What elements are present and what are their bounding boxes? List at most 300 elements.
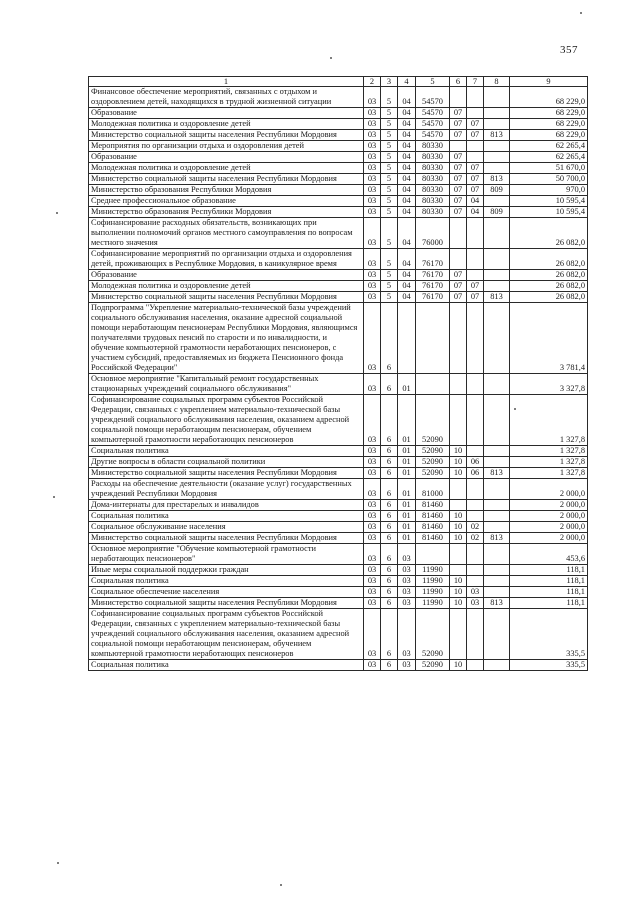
section-code-cell: 10 <box>450 457 467 468</box>
table-row <box>89 174 588 185</box>
ministry-code-cell <box>484 511 510 522</box>
program-code-cell: 03 <box>364 576 381 587</box>
row-name-cell: Иные меры социальной поддержки граждан <box>89 565 364 576</box>
row-name-cell: Министерство образования Республики Мордовия <box>89 207 364 218</box>
scan-speck <box>57 862 59 864</box>
measure-code-cell: 04 <box>398 281 416 292</box>
program-code-cell: 03 <box>364 457 381 468</box>
table-row <box>89 457 588 468</box>
row-name-cell: Образование <box>89 270 364 281</box>
section-code-cell <box>450 479 467 500</box>
subsection-code-cell: 07 <box>467 292 484 303</box>
direction-code-cell: 11990 <box>416 576 450 587</box>
direction-code-cell: 76170 <box>416 249 450 270</box>
measure-code-cell: 04 <box>398 108 416 119</box>
table-row <box>89 218 588 249</box>
direction-code-cell: 54570 <box>416 130 450 141</box>
measure-code-cell: 04 <box>398 207 416 218</box>
table-row <box>89 163 588 174</box>
program-code-cell: 03 <box>364 660 381 671</box>
table-row <box>89 270 588 281</box>
amount-cell: 118,1 <box>510 576 588 587</box>
measure-code-cell: 01 <box>398 395 416 446</box>
column-header: 6 <box>450 77 467 87</box>
amount-cell: 10 595,4 <box>510 207 588 218</box>
measure-code-cell: 04 <box>398 119 416 130</box>
section-code-cell <box>450 544 467 565</box>
column-header: 8 <box>484 77 510 87</box>
scan-speck <box>56 212 58 214</box>
table-row <box>89 119 588 130</box>
program-code-cell: 03 <box>364 141 381 152</box>
amount-cell: 2 000,0 <box>510 511 588 522</box>
amount-cell: 970,0 <box>510 185 588 196</box>
ministry-code-cell: 813 <box>484 292 510 303</box>
section-code-cell <box>450 565 467 576</box>
row-name-cell: Социальное обеспечение населения <box>89 587 364 598</box>
row-name-cell: Среднее профессиональное образование <box>89 196 364 207</box>
amount-cell: 118,1 <box>510 598 588 609</box>
subprogram-code-cell: 6 <box>381 479 398 500</box>
table-row <box>89 281 588 292</box>
column-header: 1 <box>89 77 364 87</box>
row-name-cell: Софинансирование расходных обязательств, возникающих при выполнении полномочий органов местного самоуправления по вопросам местного значения <box>89 218 364 249</box>
subprogram-code-cell: 6 <box>381 609 398 660</box>
direction-code-cell: 52090 <box>416 609 450 660</box>
section-code-cell: 07 <box>450 108 467 119</box>
row-name-cell: Другие вопросы в области социальной политики <box>89 457 364 468</box>
program-code-cell: 03 <box>364 446 381 457</box>
direction-code-cell: 80330 <box>416 141 450 152</box>
section-code-cell <box>450 303 467 374</box>
amount-cell: 68 229,0 <box>510 119 588 130</box>
section-code-cell: 10 <box>450 446 467 457</box>
program-code-cell: 03 <box>364 609 381 660</box>
ministry-code-cell <box>484 660 510 671</box>
program-code-cell: 03 <box>364 130 381 141</box>
section-code-cell: 07 <box>450 185 467 196</box>
direction-code-cell: 80330 <box>416 163 450 174</box>
measure-code-cell <box>398 303 416 374</box>
ministry-code-cell <box>484 446 510 457</box>
ministry-code-cell <box>484 141 510 152</box>
ministry-code-cell <box>484 281 510 292</box>
subsection-code-cell <box>467 141 484 152</box>
table-row <box>89 395 588 446</box>
measure-code-cell: 01 <box>398 522 416 533</box>
subsection-code-cell <box>467 511 484 522</box>
row-name-cell: Министерство социальной защиты населения Республики Мордовия <box>89 292 364 303</box>
subprogram-code-cell: 5 <box>381 207 398 218</box>
measure-code-cell: 04 <box>398 270 416 281</box>
column-header: 7 <box>467 77 484 87</box>
program-code-cell: 03 <box>364 207 381 218</box>
subprogram-code-cell: 6 <box>381 660 398 671</box>
ministry-code-cell: 813 <box>484 598 510 609</box>
section-code-cell <box>450 374 467 395</box>
amount-cell: 1 327,8 <box>510 446 588 457</box>
ministry-code-cell <box>484 108 510 119</box>
subprogram-code-cell: 6 <box>381 544 398 565</box>
program-code-cell: 03 <box>364 468 381 479</box>
section-code-cell: 10 <box>450 576 467 587</box>
amount-cell: 68 229,0 <box>510 87 588 108</box>
page-number: 357 <box>560 44 578 56</box>
subprogram-code-cell: 5 <box>381 281 398 292</box>
program-code-cell: 03 <box>364 565 381 576</box>
table-row <box>89 660 588 671</box>
program-code-cell: 03 <box>364 374 381 395</box>
subprogram-code-cell: 6 <box>381 468 398 479</box>
direction-code-cell: 52090 <box>416 660 450 671</box>
table-row <box>89 87 588 108</box>
scan-speck <box>580 12 582 14</box>
subsection-code-cell <box>467 270 484 281</box>
ministry-code-cell <box>484 576 510 587</box>
direction-code-cell: 81460 <box>416 511 450 522</box>
section-code-cell: 07 <box>450 281 467 292</box>
subsection-code-cell <box>467 479 484 500</box>
section-code-cell: 07 <box>450 174 467 185</box>
direction-code-cell: 80330 <box>416 174 450 185</box>
subprogram-code-cell: 6 <box>381 500 398 511</box>
measure-code-cell: 04 <box>398 163 416 174</box>
program-code-cell: 03 <box>364 108 381 119</box>
program-code-cell: 03 <box>364 152 381 163</box>
program-code-cell: 03 <box>364 479 381 500</box>
subsection-code-cell: 07 <box>467 281 484 292</box>
table-row <box>89 196 588 207</box>
scan-speck <box>280 884 282 886</box>
subprogram-code-cell: 5 <box>381 141 398 152</box>
subsection-code-cell <box>467 108 484 119</box>
row-name-cell: Социальная политика <box>89 576 364 587</box>
amount-cell: 26 082,0 <box>510 270 588 281</box>
program-code-cell: 03 <box>364 87 381 108</box>
subprogram-code-cell: 5 <box>381 163 398 174</box>
subsection-code-cell <box>467 218 484 249</box>
row-name-cell: Финансовое обеспечение мероприятий, связанных с отдыхом и оздоровлением детей, находящихся в трудной жизненной ситуации <box>89 87 364 108</box>
measure-code-cell: 04 <box>398 185 416 196</box>
subprogram-code-cell: 6 <box>381 374 398 395</box>
subprogram-code-cell: 6 <box>381 522 398 533</box>
subprogram-code-cell: 5 <box>381 119 398 130</box>
row-name-cell: Социальная политика <box>89 660 364 671</box>
program-code-cell: 03 <box>364 281 381 292</box>
program-code-cell: 03 <box>364 196 381 207</box>
section-code-cell <box>450 609 467 660</box>
direction-code-cell <box>416 303 450 374</box>
table-row <box>89 544 588 565</box>
subsection-code-cell: 07 <box>467 163 484 174</box>
subprogram-code-cell: 5 <box>381 292 398 303</box>
direction-code-cell: 11990 <box>416 565 450 576</box>
direction-code-cell: 81000 <box>416 479 450 500</box>
subsection-code-cell <box>467 609 484 660</box>
table-row <box>89 511 588 522</box>
direction-code-cell: 81460 <box>416 533 450 544</box>
table-row <box>89 609 588 660</box>
subprogram-code-cell: 6 <box>381 533 398 544</box>
section-code-cell: 10 <box>450 533 467 544</box>
subprogram-code-cell: 6 <box>381 446 398 457</box>
amount-cell: 335,5 <box>510 660 588 671</box>
section-code-cell <box>450 395 467 446</box>
measure-code-cell: 01 <box>398 457 416 468</box>
ministry-code-cell <box>484 395 510 446</box>
amount-cell: 1 327,8 <box>510 468 588 479</box>
measure-code-cell: 04 <box>398 152 416 163</box>
table-row <box>89 207 588 218</box>
column-header: 2 <box>364 77 381 87</box>
measure-code-cell: 03 <box>398 598 416 609</box>
row-name-cell: Министерство социальной защиты населения Республики Мордовия <box>89 468 364 479</box>
program-code-cell: 03 <box>364 500 381 511</box>
ministry-code-cell: 809 <box>484 185 510 196</box>
row-name-cell: Софинансирование мероприятий по организации отдыха и оздоровления детей, проживающих в Республике Мордовия, в каникулярное время <box>89 249 364 270</box>
amount-cell: 3 327,8 <box>510 374 588 395</box>
table-row <box>89 468 588 479</box>
section-code-cell <box>450 87 467 108</box>
program-code-cell: 03 <box>364 270 381 281</box>
ministry-code-cell <box>484 479 510 500</box>
amount-cell: 26 082,0 <box>510 281 588 292</box>
subsection-code-cell <box>467 660 484 671</box>
direction-code-cell: 80330 <box>416 207 450 218</box>
column-header: 4 <box>398 77 416 87</box>
measure-code-cell: 01 <box>398 511 416 522</box>
amount-cell: 118,1 <box>510 565 588 576</box>
subprogram-code-cell: 5 <box>381 185 398 196</box>
row-name-cell: Расходы на обеспечение деятельности (оказание услуг) государственных учреждений Республики Мордовия <box>89 479 364 500</box>
direction-code-cell: 52090 <box>416 446 450 457</box>
row-name-cell: Министерство образования Республики Мордовия <box>89 185 364 196</box>
subsection-code-cell: 02 <box>467 522 484 533</box>
ministry-code-cell <box>484 218 510 249</box>
section-code-cell: 10 <box>450 511 467 522</box>
ministry-code-cell <box>484 119 510 130</box>
subsection-code-cell <box>467 576 484 587</box>
section-code-cell: 10 <box>450 587 467 598</box>
section-code-cell: 07 <box>450 270 467 281</box>
column-header: 3 <box>381 77 398 87</box>
program-code-cell: 03 <box>364 119 381 130</box>
program-code-cell: 03 <box>364 185 381 196</box>
row-name-cell: Софинансирование социальных программ субъектов Российской Федерации, связанных с укреплением материально-технической базы учреждений социального обслуживания населения, оказанием адресной социальной помощи неработающим пенсионерам, обучением компьютерной грамотности неработающих пенсионеров <box>89 609 364 660</box>
ministry-code-cell: 813 <box>484 468 510 479</box>
program-code-cell: 03 <box>364 533 381 544</box>
subsection-code-cell <box>467 544 484 565</box>
direction-code-cell: 80330 <box>416 196 450 207</box>
section-code-cell: 07 <box>450 163 467 174</box>
row-name-cell: Молодежная политика и оздоровление детей <box>89 119 364 130</box>
ministry-code-cell <box>484 457 510 468</box>
table-row <box>89 522 588 533</box>
section-code-cell: 07 <box>450 152 467 163</box>
table-row <box>89 249 588 270</box>
amount-cell: 453,6 <box>510 544 588 565</box>
ministry-code-cell <box>484 609 510 660</box>
ministry-code-cell <box>484 249 510 270</box>
measure-code-cell: 04 <box>398 130 416 141</box>
row-name-cell: Министерство социальной защиты населения Республики Мордовия <box>89 533 364 544</box>
table-row <box>89 446 588 457</box>
column-header: 9 <box>510 77 588 87</box>
section-code-cell: 10 <box>450 468 467 479</box>
direction-code-cell: 80330 <box>416 185 450 196</box>
subsection-code-cell: 07 <box>467 130 484 141</box>
ministry-code-cell: 813 <box>484 130 510 141</box>
subprogram-code-cell: 6 <box>381 457 398 468</box>
section-code-cell <box>450 249 467 270</box>
amount-cell: 2 000,0 <box>510 533 588 544</box>
direction-code-cell: 81460 <box>416 522 450 533</box>
section-code-cell: 10 <box>450 598 467 609</box>
row-name-cell: Основное мероприятие "Капитальный ремонт государственных стационарных учреждений социального обслуживания" <box>89 374 364 395</box>
subsection-code-cell: 04 <box>467 207 484 218</box>
amount-cell: 2 000,0 <box>510 500 588 511</box>
ministry-code-cell <box>484 152 510 163</box>
program-code-cell: 03 <box>364 395 381 446</box>
amount-cell: 68 229,0 <box>510 108 588 119</box>
section-code-cell: 10 <box>450 522 467 533</box>
subsection-code-cell <box>467 249 484 270</box>
row-name-cell: Образование <box>89 152 364 163</box>
subsection-code-cell: 06 <box>467 468 484 479</box>
budget-table <box>88 76 588 671</box>
amount-cell: 1 327,8 <box>510 395 588 446</box>
amount-cell: 1 327,8 <box>510 457 588 468</box>
measure-code-cell: 04 <box>398 292 416 303</box>
ministry-code-cell <box>484 196 510 207</box>
direction-code-cell: 52090 <box>416 468 450 479</box>
subsection-code-cell <box>467 303 484 374</box>
row-name-cell: Молодежная политика и оздоровление детей <box>89 163 364 174</box>
subprogram-code-cell: 6 <box>381 511 398 522</box>
table-row <box>89 374 588 395</box>
amount-cell: 62 265,4 <box>510 152 588 163</box>
ministry-code-cell <box>484 544 510 565</box>
measure-code-cell: 04 <box>398 249 416 270</box>
subprogram-code-cell: 5 <box>381 174 398 185</box>
subprogram-code-cell: 5 <box>381 196 398 207</box>
ministry-code-cell <box>484 303 510 374</box>
direction-code-cell: 11990 <box>416 598 450 609</box>
amount-cell: 2 000,0 <box>510 522 588 533</box>
subprogram-code-cell: 6 <box>381 303 398 374</box>
program-code-cell: 03 <box>364 218 381 249</box>
row-name-cell: Основное мероприятие "Обучение компьютерной грамотности неработающих пенсионеров" <box>89 544 364 565</box>
program-code-cell: 03 <box>364 598 381 609</box>
amount-cell: 118,1 <box>510 587 588 598</box>
subprogram-code-cell: 5 <box>381 218 398 249</box>
table-row <box>89 141 588 152</box>
subsection-code-cell: 07 <box>467 174 484 185</box>
ministry-code-cell <box>484 374 510 395</box>
subprogram-code-cell: 6 <box>381 587 398 598</box>
table-row <box>89 303 588 374</box>
header-row <box>89 77 588 87</box>
subprogram-code-cell: 6 <box>381 395 398 446</box>
direction-code-cell: 52090 <box>416 457 450 468</box>
section-code-cell: 10 <box>450 660 467 671</box>
direction-code-cell: 54570 <box>416 108 450 119</box>
section-code-cell: 07 <box>450 292 467 303</box>
section-code-cell: 07 <box>450 207 467 218</box>
table-row <box>89 152 588 163</box>
amount-cell: 26 082,0 <box>510 249 588 270</box>
subsection-code-cell: 02 <box>467 533 484 544</box>
subprogram-code-cell: 5 <box>381 130 398 141</box>
measure-code-cell: 04 <box>398 174 416 185</box>
row-name-cell: Социальная политика <box>89 446 364 457</box>
measure-code-cell: 04 <box>398 141 416 152</box>
subsection-code-cell <box>467 395 484 446</box>
amount-cell: 3 781,4 <box>510 303 588 374</box>
scan-speck <box>514 408 516 410</box>
table-row <box>89 576 588 587</box>
row-name-cell: Дома-интернаты для престарелых и инвалидов <box>89 500 364 511</box>
measure-code-cell: 03 <box>398 660 416 671</box>
direction-code-cell <box>416 544 450 565</box>
scan-speck <box>53 496 55 498</box>
measure-code-cell: 03 <box>398 565 416 576</box>
row-name-cell: Подпрограмма "Укрепление материально-технической базы учреждений социального обслуживания населения, оказание адресной социальной помощи неработающим пенсионерам Республики Мордовия, являющимся получателями трудовых пенсий по старости и по инвалидности, и обучение компьютерной грамотности неработающих пенсионеров, с участием субсидий, предоставляемых из бюджета Пенсионного фонда Российской Федерации" <box>89 303 364 374</box>
subsection-code-cell <box>467 500 484 511</box>
measure-code-cell: 03 <box>398 544 416 565</box>
program-code-cell: 03 <box>364 544 381 565</box>
subprogram-code-cell: 6 <box>381 598 398 609</box>
section-code-cell <box>450 500 467 511</box>
subprogram-code-cell: 6 <box>381 576 398 587</box>
scan-speck <box>330 57 332 59</box>
row-name-cell: Министерство социальной защиты населения Республики Мордовия <box>89 598 364 609</box>
direction-code-cell: 11990 <box>416 587 450 598</box>
amount-cell: 10 595,4 <box>510 196 588 207</box>
measure-code-cell: 01 <box>398 374 416 395</box>
subsection-code-cell <box>467 446 484 457</box>
table-row <box>89 598 588 609</box>
table-row <box>89 479 588 500</box>
amount-cell: 335,5 <box>510 609 588 660</box>
row-name-cell: Образование <box>89 108 364 119</box>
measure-code-cell: 03 <box>398 576 416 587</box>
row-name-cell: Мероприятия по организации отдыха и оздоровления детей <box>89 141 364 152</box>
measure-code-cell: 04 <box>398 87 416 108</box>
table-row <box>89 185 588 196</box>
direction-code-cell: 54570 <box>416 119 450 130</box>
amount-cell: 68 229,0 <box>510 130 588 141</box>
measure-code-cell: 01 <box>398 533 416 544</box>
subsection-code-cell: 03 <box>467 598 484 609</box>
row-name-cell: Софинансирование социальных программ субъектов Российской Федерации, связанных с укреплением материально-технической базы учреждений социального обслуживания населения, оказанием адресной социальной помощи неработающим пенсионерам, обучением компьютерной грамотности неработающих пенсионеров <box>89 395 364 446</box>
subsection-code-cell <box>467 374 484 395</box>
amount-cell: 26 082,0 <box>510 292 588 303</box>
subsection-code-cell <box>467 152 484 163</box>
ministry-code-cell <box>484 565 510 576</box>
program-code-cell: 03 <box>364 511 381 522</box>
section-code-cell: 07 <box>450 119 467 130</box>
row-name-cell: Социальное обслуживание населения <box>89 522 364 533</box>
section-code-cell <box>450 141 467 152</box>
table-row <box>89 292 588 303</box>
subsection-code-cell: 04 <box>467 196 484 207</box>
subprogram-code-cell: 5 <box>381 270 398 281</box>
table-row <box>89 587 588 598</box>
ministry-code-cell <box>484 270 510 281</box>
row-name-cell: Министерство социальной защиты населения Республики Мордовия <box>89 130 364 141</box>
direction-code-cell: 54570 <box>416 87 450 108</box>
